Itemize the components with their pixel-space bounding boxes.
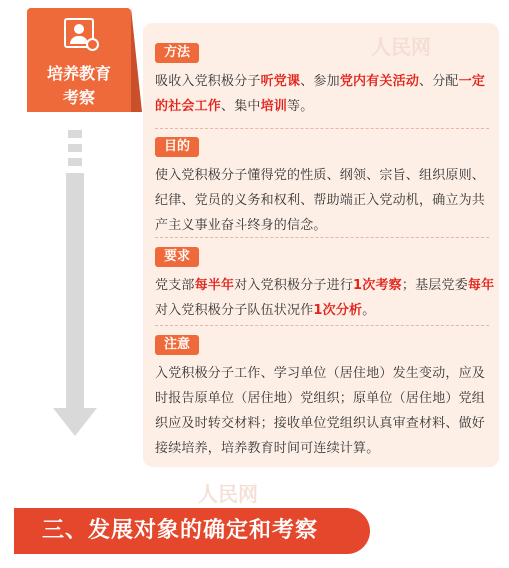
stage-label-box [27,8,131,112]
section-text [155,273,495,323]
body-text: 对入党积极分子进行 [234,278,354,293]
section-text [155,69,495,119]
label-fold-shadow [131,8,142,112]
person-search-icon [64,18,94,48]
section-notice [155,333,495,461]
highlight-text: 1次考察 [353,278,402,293]
highlight-text: 听党课 [260,74,301,89]
section-tag: 方法 [155,43,199,63]
body-text: 、集中 [221,99,261,114]
body-text: 使入党积极分子懂得党的性质、纲领、宗旨、组织原则、纪律、党员的义务和权利、帮助端正入党动机，确立为共产主义事业奋斗终身的信念。 [155,168,486,233]
body-text: 。 [362,303,376,318]
section-tag: 注意 [155,335,199,355]
highlight-text: 每半年 [194,278,235,293]
divider [155,128,489,129]
down-arrow-icon [53,408,97,436]
arrow-dashes [68,130,82,172]
body-text: 等。 [287,99,314,114]
body-text: 党支部 [155,278,195,293]
section-purpose [155,135,495,238]
section-tag: 要求 [155,247,199,267]
section-method [155,41,495,119]
section-requirement [155,245,495,323]
section-banner [14,508,370,554]
highlight-text: 一定的社会工作 [155,74,486,114]
content-panel [143,23,499,467]
stage-label [27,62,131,110]
divider [155,325,489,326]
highlight-text: 1次分析 [313,303,363,318]
body-text: 入党积极分子工作、学习单位（居住地）发生变动，应及时报告原单位（居住地）党组织；原单位（居住地）党组织应及时转交材料；接收单位党组织认真审查材料、做好接续培养，培养教育时间可连续计算。 [155,366,486,456]
body-text: 、分配 [419,74,459,89]
highlight-text: 党内有关活动 [339,74,420,89]
down-arrow-shaft [66,173,84,411]
section-text [155,361,495,461]
body-text: 对入党积极分子队伍状况作 [155,303,314,318]
body-text: 、参加 [300,74,340,89]
watermark: 人民网 [198,482,258,506]
body-text: ；基层党委 [401,278,468,293]
watermark: 人民网 [371,35,431,59]
highlight-text: 培训 [260,99,288,114]
stage-label-line1: 培养教育 [46,64,111,83]
stage-label-line2: 考察 [62,88,95,107]
banner-title: 三、发展对象的确定和考察 [42,518,319,543]
divider [155,237,489,238]
section-text [155,163,495,238]
highlight-text: 每年 [467,278,495,293]
section-tag: 目的 [155,137,199,157]
body-text: 吸收入党积极分子 [155,74,261,89]
